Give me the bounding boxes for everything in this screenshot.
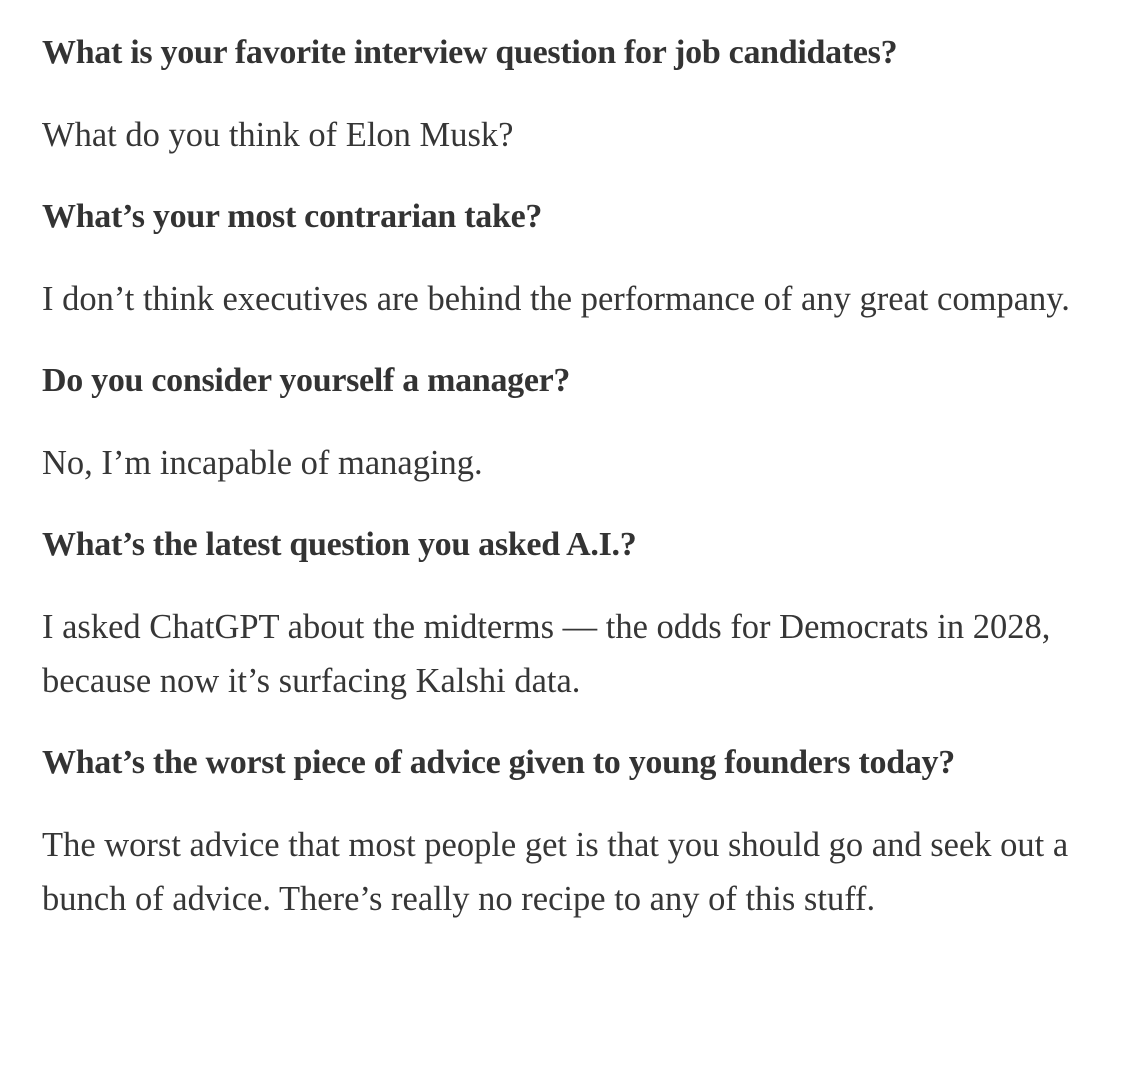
question-text: What’s the latest question you asked A.I.?	[42, 526, 637, 563]
answer-text: What do you think of Elon Musk?	[42, 116, 514, 154]
question-text: Do you consider yourself a manager?	[42, 362, 571, 399]
qa-item	[42, 26, 1117, 162]
qa-item	[42, 518, 1117, 708]
qa-item	[42, 190, 1117, 326]
qa-item	[42, 736, 1117, 926]
question-text: What’s the worst piece of advice given to young founders today?	[42, 744, 955, 781]
question-text: What is your favorite interview question for job candidates?	[42, 34, 898, 71]
answer-text: The worst advice that most people get is that you should go and seek out a bunch of advice. There’s really no recipe to any of this stuff.	[42, 826, 1069, 918]
answer-text: No, I’m incapable of managing.	[42, 444, 483, 482]
question-text: What’s your most contrarian take?	[42, 198, 543, 235]
interview-article	[42, 26, 1117, 926]
qa-item	[42, 354, 1117, 490]
answer-text: I don’t think executives are behind the performance of any great company.	[42, 280, 1070, 318]
answer-text: I asked ChatGPT about the midterms — the odds for Democrats in 2028, because now it’s surfacing Kalshi data.	[42, 608, 1051, 700]
